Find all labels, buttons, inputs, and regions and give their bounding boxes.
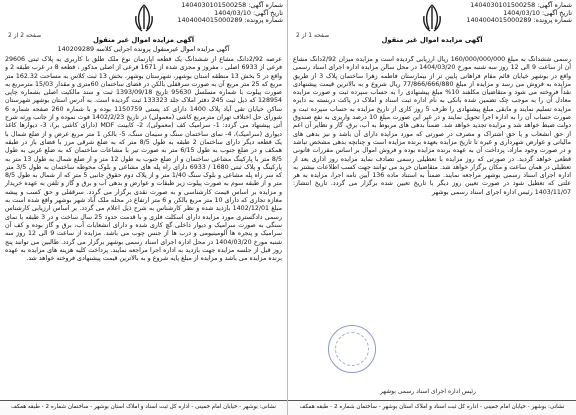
notice-number: شماره آگهی: 1404030101500258	[181, 1, 283, 9]
signature-line: رئیس اداره اجرای اسناد رسمی بوشهر	[380, 388, 476, 395]
emblem-icon	[417, 2, 447, 34]
page-title: آگهی مزایده اموال غیر منقول	[92, 36, 195, 44]
case-number: شماره پرونده: 1404004015000289	[177, 16, 283, 25]
page-header	[288, 0, 576, 56]
page-number: صفحه 2 از 2	[8, 32, 42, 39]
notice-date: تاریخ آگهی: 1404/03/10	[503, 8, 572, 17]
page-subtitle: آگهی مزایده اموال غیرمنقول پرونده اجرایی کلاسه 140209289	[57, 45, 230, 53]
document-page-1	[288, 0, 576, 415]
page-footer: نشانی: بوشهر - خیابان امام خمینی - اداره کل ثبت اسناد و املاک استان بوشهر - ساختمان شماره 2 - طبقه همکف	[288, 400, 576, 415]
case-number: شماره پرونده: 1404004015000289	[466, 16, 572, 25]
official-stamp	[328, 325, 376, 373]
page-number: صفحه 1 از 2	[296, 32, 330, 39]
page-title: آگهی مزایده اموال غیر منقول	[381, 36, 483, 44]
notice-body: رسمی ششدانگ به مبلغ 160/000/000/000 ریال ارزیابی گردیده است و مزایده میزان 2/92دانگ مشاع آن از ساعت 9 الی 12 روز سه شنبه مورخ 1404/03/20 در محل سالن مزایده اداره اجرای اسناد رسمی واقع در بوشهر خیابان قائم مقام فراهانی پایین تر از بیمارستان فاطمه زهرا ساختمان پلاک 3 از طریق مزایده به فروش می رسد و مزایده از مبلغ 77/866/666/880 ریال شروع و به بالاترین قیمت پیشنهادی نقداً فروخته می شود و متقاضیان مکلفند 10% مبلغ پیشنهادی را به حساب سپرده ثبت و صورت مزایده معادل آن را به موجب چک تضمین شده بانکی به نام اداره ثبت اسناد و املاک در پاکت دربسته به دایره مزایده تسلیم نمایند و مابقی مبلغ پیشنهادی را ظرف 5 روز کاری از تاریخ مزایده به حساب سپرده ثبت و صورت حساب آن را به اداره اجرا تحویل نمایند و در غیر این صورت مبلغ 10 درصد واریزی به نفع صندوق دولت ضبط خواهد شد و مزایده تجدید خواهد شد. ضمناً بدهی های مربوط به آب، برق، گاز و نظایر آن اعم از حق انشعاب و یا حق اشتراک و مصرف در صورتی که مورد مزایده دارای آن باشد و نیز بدهی های مالیاتی و عوارض شهرداری و غیره تا تاریخ مزایده بعهده برنده مزایده است و چنانچه بدهی مشخص نباشد و در صورت وجود مازاد، پرداخت آن به عهده برنده مزایده بوده و فروش اموال بر اساس مقررات قانونی قطعی خواهد گردید. در صورتی که روز مزایده با تعطیلی رسمی تصادف نماید مزایده روز اداری بعد از تعطیلی در همان ساعت و مکان برگزار خواهد شد. متقاضیان خرید می توانند جهت کسب اطلاعات بیشتر به اداره اجرای اسناد رسمی بوشهر مراجعه نمایند. ضمناً به استناد ماده 136 آیین نامه اجرا، مزایده به هر علتی که تعطیل شود در صورت تعیین روز دیگر با تاریخ تعیین شده برگزار می گردد. تاریخ انتشار: 1403/11/07 رئیس اداره اجرای اسناد رسمی بوشهر	[293, 56, 571, 196]
notice-date: تاریخ آگهی: 1404/03/10	[214, 8, 283, 17]
emblem-icon	[129, 2, 159, 34]
page-footer: نشانی: بوشهر - خیابان امام خمینی - اداره کل ثبت اسناد و املاک استان بوشهر - ساختمان شماره 2 - طبقه همکف	[0, 400, 287, 415]
page-header	[0, 0, 287, 56]
notice-number: شماره آگهی: 1404030101500258	[470, 1, 572, 9]
notice-body: عرصه 2/92دانگ مشاع از ششدانگ یک قطعه آپارتمان نوع ملک طلق با کاربری به پلاک ثبتی 29606 فرعی از 6933 اصلی ، مفروز و مجزی شده از 1671 فرعی از اصلی مذکور ، قطعه 8 در غرب طبقه 2 و واقع در 5 بخش 13 منطقه استان بوشهر، شهرستان بوشهر، بخش 13 ثبت کلاس به مساحت 162.32 متر مربع که 25 متر مربع آن به صورت سرقفلی بالکن در فضای ساختمان 60متری و مقدار 15/03 مترمربع به صورت پیلوت با شماره مسلسل 95630 تاریخ 1393/09/18 ثبت و سند مالکیت اصلی بشماره چاپی 128954 که ذیل ثبت 245 دفتر املاک جلد 133323 ثبت گردیده است. به آدرس استان بوشهر شهرستان ساکن خیابان تقی آباد پلاک 1400 دارای کد پستی 1150759 بوده و با شماره 260 صفحه شماره 6 شورای حل اختلاف تهران مترمربع کاشی (معمولی) در تاریخ 1402/2/23 فوت نموده و از جانب ورثه شرح آتی پیشنهاد می گردد: 1- سرامیک کف (معمولی)، 2- کابینت MDF (دارای کاشی بر)، 3- دیوارها کاغذ دیواری (سرامیک)، 4- نمای ساختمان سنگ و سیمان سنگ، 5- بالکن 1 متر مربع عرض و از ضلع شمال با یک قطعه دیگر دارای ساختمان 2 طبقه به طول 8/5 متر که به ضلع شرقی مرز با فضای باز در طبقه همکف و در ضلع جنوب به طول 6/15 متر به صورت تیر با مشاعات ساختمان که به ضلع غربی به طول 8/5 متر با پارکینگ مشاعی ساختمان و از ضلع جنوب به طول 12 متر و از ضلع شمال به طول 13 متر به پارکینگ و پلاک ثبتی 1680 / 6933 دارای راه پله های مشاعی و بلوک محوطه ساختمان به طول 3/5 متر که سر راه پله مشاعی و بلوک سنگ 1/40 متر و از پلاک دوم حقوق جانبی 5 متر که از شمال به طول 8/5 متر و از طبقه سوم به صورت پیلوت زیر طبقات و عوارض و بدهی آب و برق و گاز و تلفن به عهده خریدار و مزایده بر اساس قیمت کارشناسی و به صورت نقدی برگزار می گردد. سرقفلی و حق کسب و پیشه مغازه تجاری که دارای 10 متر مربع بالکن و 6 متر ارتفاع در محله ملک آباد شهر بوشهر واقع شده است به مبلغ 1402/12/01 بازدید شده و نظر کارشناس به شرح ذیل اعلام می گردد. بر اساس ارزیابی کارشناس رسمی دادگستری مورد مزایده دارای اسکلت فلزی و با قدمت حدود 25 سال ساخت و در 3 طبقه با نمای سنگی به صورت سرامیک و دیوار داخلی گچ کاری شده و دارای انشعابات آب، برق و گاز بوده و کف آن سرامیک و پنجره ها آلومینیومی و درب ها از جنس چوب می باشد. مزایده از ساعت 9 الی 12 روز سه شنبه مورخ 1404/03/20 در محل اداره اجرای اسناد رسمی بوشهر برگزار می گردد. طالبین می توانند پنج روز قبل از جلسه مزایده جهت بازدید به اداره اجرا مراجعه نمایند. پرداخت کلیه هزینه های مزایده به عهده برنده مزایده می باشد و مزایده از مبلغ پایه شروع و به بالاترین قیمت پیشنهادی فروخته خواهد شد.	[5, 56, 282, 263]
